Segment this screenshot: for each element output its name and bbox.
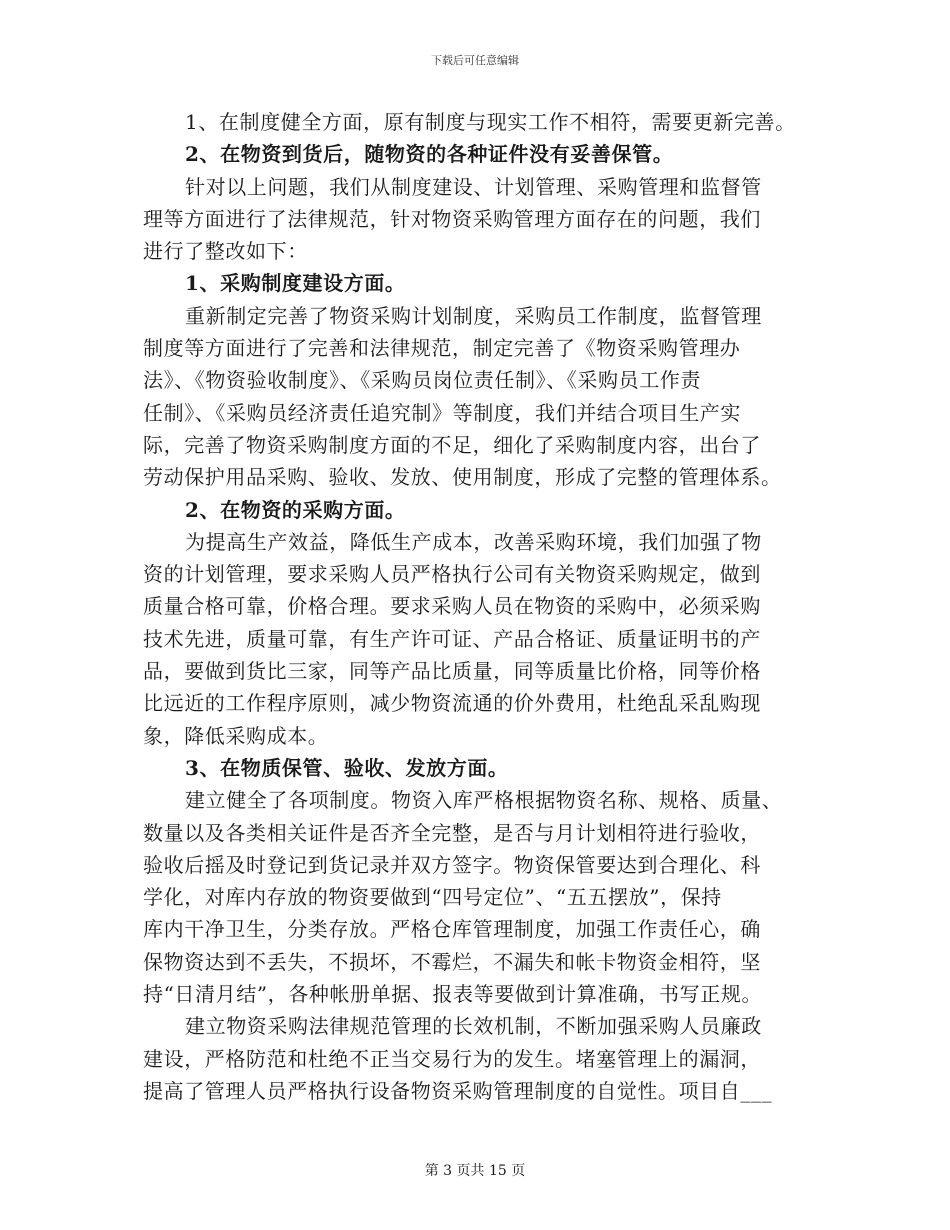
text-line: 技术先进，质量可靠，有生产许可证、产品合格证、质量证明书的产 xyxy=(143,626,761,651)
text-line: 验收后摇及时登记到货记录并双方签字。物资保管要达到合理化、科 xyxy=(143,852,761,877)
text-line: 品，要做到货比三家，同等产品比质量，同等质量比价格，同等价格 xyxy=(143,659,761,684)
text-line: 库内干净卫生，分类存放。严格仓库管理制度，加强工作责任心，确 xyxy=(143,917,761,942)
text-line: 资的计划管理，要求采购人员严格执行公司有关物资采购规定，做到 xyxy=(143,562,761,587)
text-line: 理等方面进行了法律规范，针对物资采购管理方面存在的问题，我们 xyxy=(143,206,761,231)
text-line: 际，完善了物资采购制度方面的不足，细化了采购制度内容，出台了 xyxy=(143,432,761,457)
text-line: 建立物资采购法律规范管理的长效机制，不断加强采购人员廉政 xyxy=(185,1014,762,1039)
text-line: 质量合格可靠，价格合理。要求采购人员在物资的采购中，必须采购 xyxy=(143,594,761,619)
section-heading-line: 2、在物资的采购方面。 xyxy=(185,497,406,522)
text-line: 象，降低采购成本。 xyxy=(143,723,329,748)
section-heading-line: 1、采购制度建设方面。 xyxy=(185,271,406,296)
section-heading-line: 3、在物质保管、验收、发放方面。 xyxy=(185,755,509,780)
page-header: 下载后可任意编辑 xyxy=(431,54,519,67)
text-line: 建设，严格防范和杜绝不正当交易行为的发生。堵塞管理上的漏洞， xyxy=(143,1046,761,1071)
text-line: 提高了管理人员严格执行设备物资采购管理制度的自觉性。项目自___ xyxy=(143,1078,773,1103)
text-line: 建立健全了各项制度。物资入库严格根据物资名称、规格、质量、 xyxy=(185,788,783,813)
text-line: 比远近的工作程序原则，减少物资流通的价外费用，杜绝乱采乱购现 xyxy=(143,691,761,716)
text-line: 学化，对库内存放的物资要做到“四号定位”、“五五摆放”，保持 xyxy=(143,885,722,910)
text-line: 劳动保护用品采购、验收、发放、使用制度，形成了完整的管理体系。 xyxy=(143,465,782,490)
text-line: 为提高生产效益，降低生产成本，改善采购环境，我们加强了物 xyxy=(185,529,762,554)
text-line: 任制》、《采购员经济责任追究制》等制度，我们并结合项目生产实 xyxy=(143,400,741,425)
section-heading-line: 2、在物资到货后，随物资的各种证件没有妥善保管。 xyxy=(185,142,674,167)
text-line: 持“日清月结”，各种帐册单据、报表等要做到计算准确，书写正规。 xyxy=(143,982,763,1007)
text-line: 针对以上问题，我们从制度建设、计划管理、采购管理和监督管 xyxy=(185,174,762,199)
page-number: 第 3 页共 15 页 xyxy=(424,1163,526,1179)
text-line: 制度等方面进行了完善和法律规范，制定完善了《物资采购管理办 xyxy=(143,336,741,361)
text-line: 保物资达到不丢失，不损坏，不霉烂，不漏失和帐卡物资金相符，坚 xyxy=(143,949,761,974)
text-line: 重新制定完善了物资采购计划制度，采购员工作制度，监督管理 xyxy=(185,303,762,328)
document-body xyxy=(143,106,815,1107)
text-line: 进行了整改如下： xyxy=(143,239,308,264)
text-line: 数量以及各类相关证件是否齐全完整，是否与月计划相符进行验收， xyxy=(143,820,761,845)
text-line: 法》、《物资验收制度》、《采购员岗位责任制》、《采购员工作责 xyxy=(143,368,701,393)
text-line: 1、在制度健全方面，原有制度与现实工作不相符，需要更新完善。 xyxy=(185,110,796,134)
